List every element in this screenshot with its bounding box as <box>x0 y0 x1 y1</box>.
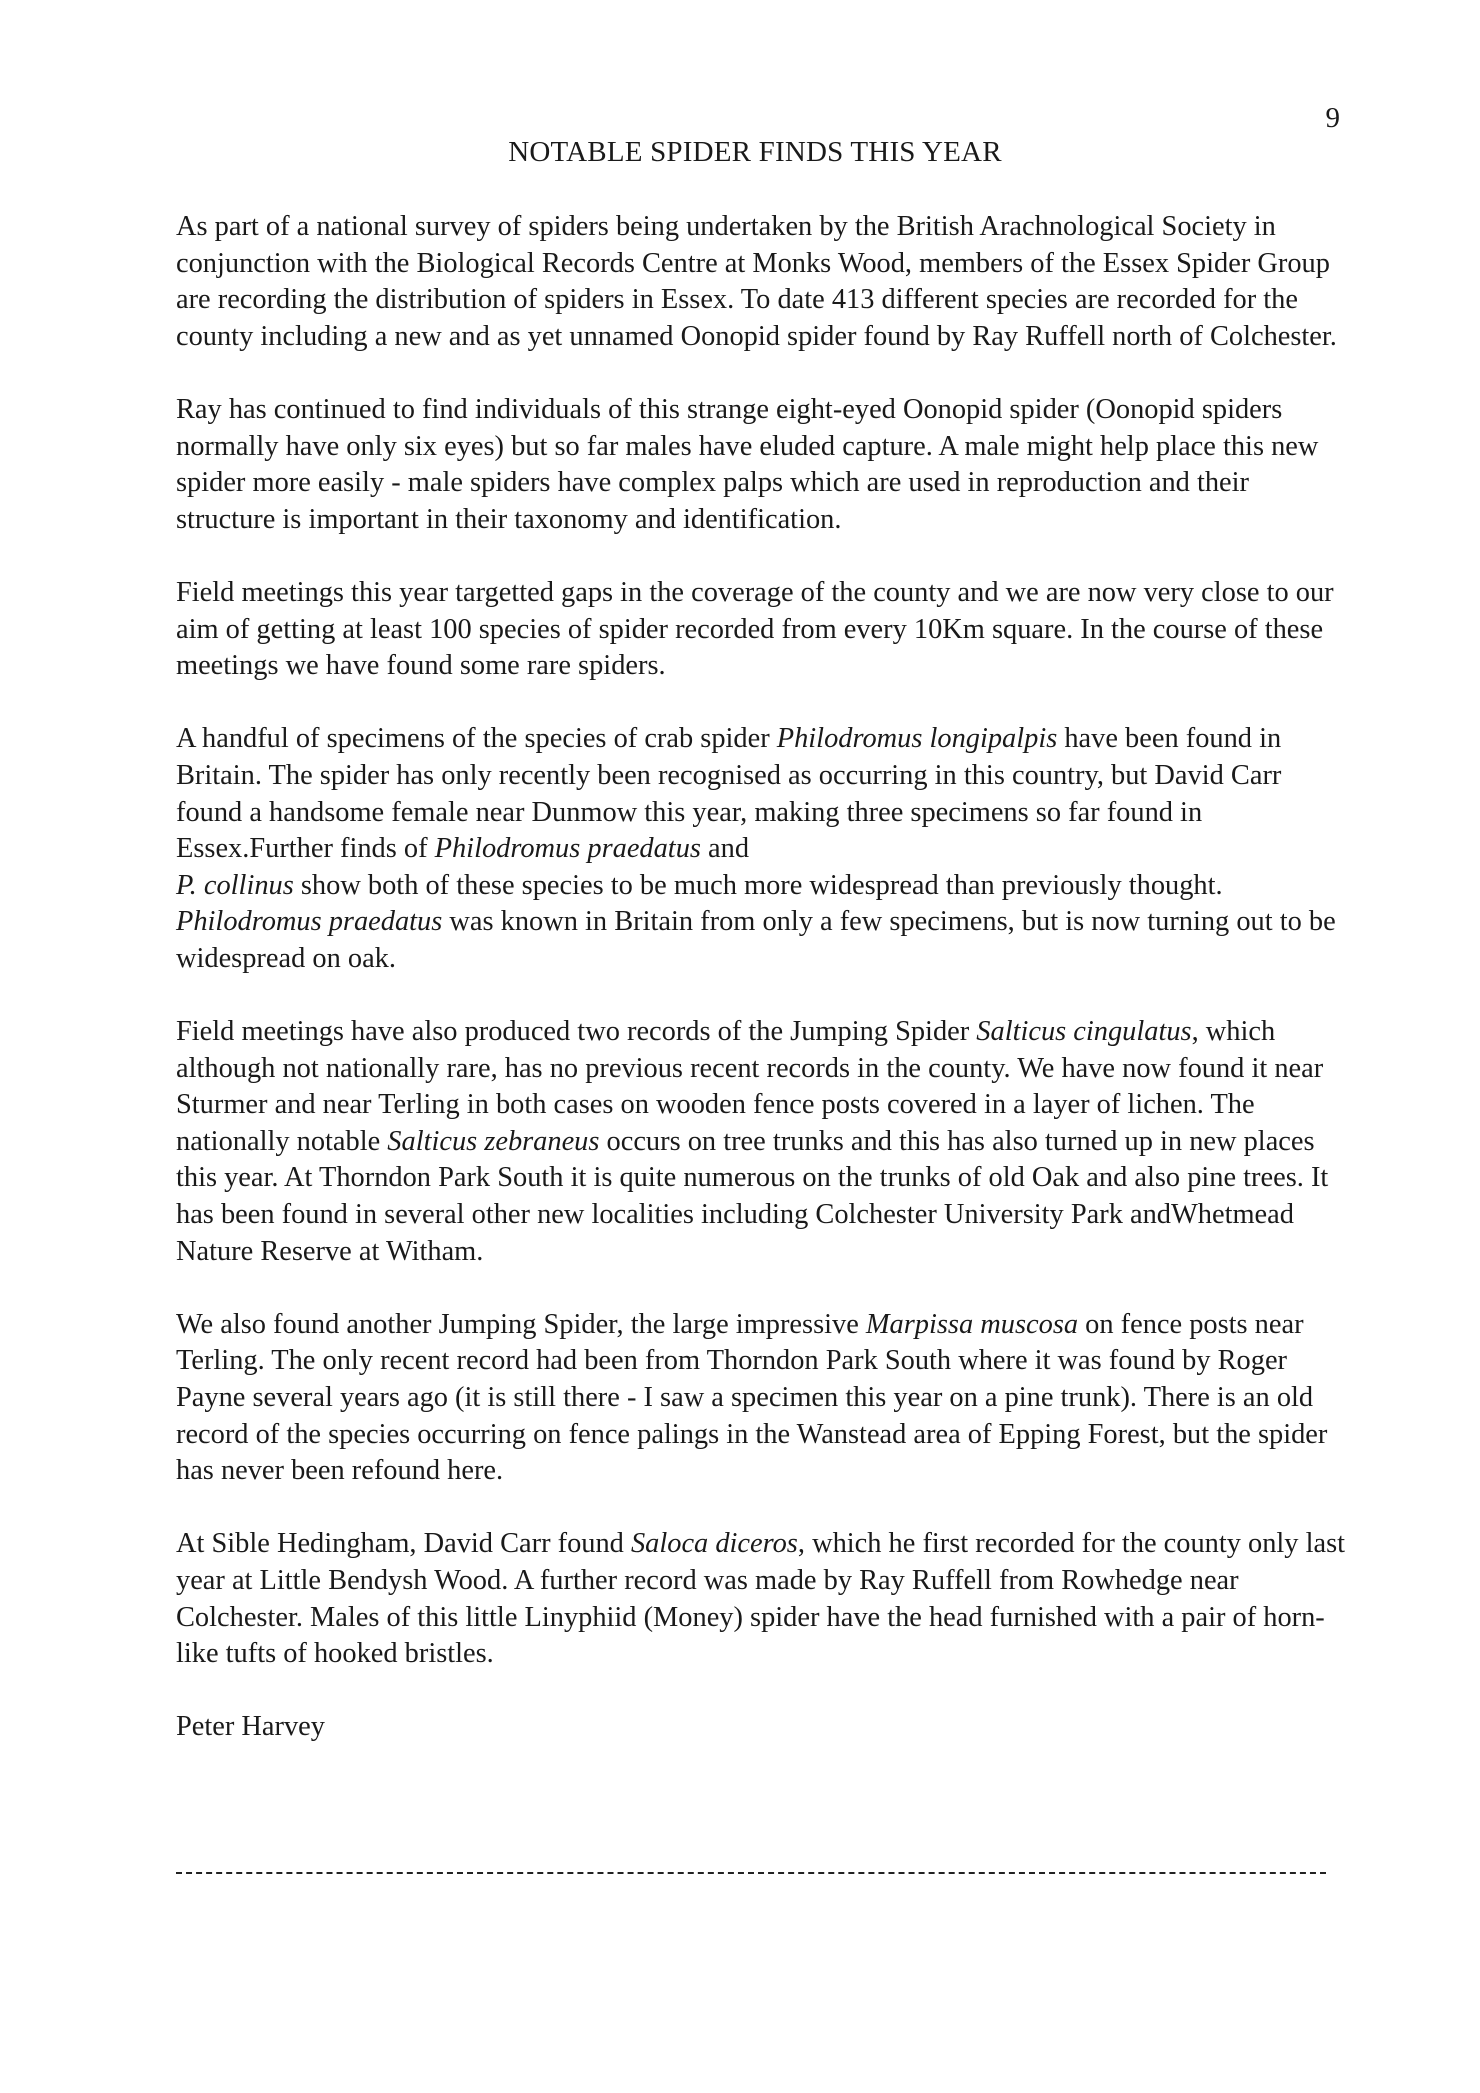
paragraph-text: have been found in Britain. The spider has only recently been recognised as occurring in this country, but David Carr found a handsome female near Dunmow this year, making three specimens so far found in Essex.Further finds of <box>176 723 1282 865</box>
paragraph-text: on fence posts near Terling. The only recent record had been from Thorndon Park South where it was found by Roger Payne several years ago (it is still there - I saw a specimen this year on a pine trunk). There is an old record of the species occurring on fence palings in the Wanstead area of Epping Forest, but the spider has never been refound here. <box>176 1308 1328 1487</box>
paragraph-text: was known in Britain from only a few specimens, but is now turning out to be widespread on oak. <box>176 906 1336 974</box>
paragraph-survey-intro <box>176 209 1346 355</box>
paragraph-saloca <box>176 1526 1346 1672</box>
author-name: Peter Harvey <box>176 1711 325 1743</box>
author-signature <box>176 1709 1346 1746</box>
page-title: NOTABLE SPIDER FINDS THIS YEAR <box>508 136 1002 168</box>
paragraph-text: At Sible Hedingham, David Carr found <box>176 1528 631 1560</box>
paragraph-text: , which although not nationally rare, has no previous recent records in the county. We have now found it near Sturmer and near Terling in both cases on wooden fence posts covered in a layer of lichen. The nationally notable <box>176 1016 1324 1157</box>
species-name: Salticus zebraneus <box>387 1125 600 1157</box>
paragraph-marpissa <box>176 1307 1346 1490</box>
dashed-separator <box>176 1872 1326 1874</box>
species-name: P. collinus <box>176 869 294 901</box>
paragraph-text: , which he first recorded for the county only last year at Little Bendysh Wood. A further record was made by Ray Ruffell from Rowhedge near Colchester. Males of this little Linyphiid (Money) spider have the head furnished with a pair of horn-like tufts of hooked bristles. <box>176 1528 1346 1670</box>
article-body <box>176 209 1346 1746</box>
species-name: Salticus cingulatus <box>976 1016 1192 1048</box>
paragraph-text: show both of these species to be much more widespread than previously thought. <box>293 869 1223 901</box>
paragraph-text: Field meetings have also produced two records of the Jumping Spider <box>176 1016 977 1048</box>
paragraph-text: Ray has continued to find individuals of this strange eight-eyed Oonopid spider (Oonopid spiders normally have only six eyes) but so far males have eluded capture. A male might help place this new spider more easily - male spiders have complex palps which are used in reproduction and their structure is important in their taxonomy and identification. <box>176 393 1319 535</box>
paragraph-text: Field meetings this year targetted gaps in the coverage of the county and we are now very close to our aim of getting at least 100 species of spider recorded from every 10Km square. In the course of these meetings we have found some rare spiders. <box>176 576 1334 682</box>
paragraph-text: and <box>700 833 750 865</box>
paragraph-text: As part of a national survey of spiders being undertaken by the British Arachnological Society in conjunction with the Biological Records Centre at Monks Wood, members of the Essex Spider Group are recording the distribution of spiders in Essex. To date 413 different species are recorded for the county including a new and as yet unnamed Oonopid spider found by Ray Ruffell north of Colchester. <box>176 211 1337 352</box>
paragraph-crab-spider <box>176 721 1346 977</box>
species-name: Saloca diceros <box>630 1528 798 1560</box>
species-name: Philodromus longipalpis <box>776 723 1058 755</box>
paragraph-jumping-spider <box>176 1014 1346 1270</box>
species-name: Marpissa muscosa <box>865 1308 1079 1340</box>
paragraph-text: We also found another Jumping Spider, the large impressive <box>176 1308 866 1340</box>
species-name: Philodromus praedatus <box>434 833 701 865</box>
paragraph-oonopid-spider <box>176 392 1346 538</box>
species-name: Philodromus praedatus <box>176 906 443 938</box>
page-number: 9 <box>1325 102 1340 134</box>
paragraph-text: A handful of specimens of the species of crab spider <box>176 723 777 755</box>
paragraph-field-meetings <box>176 575 1346 685</box>
paragraph-text: occurs on tree trunks and this has also turned up in new places this year. At Thorndon Park South it is quite numerous on the trunks of old Oak and also pine trees. It has been found in several other new localities including Colchester University Park andWhetmead Nature Reserve at Witham. <box>176 1125 1329 1267</box>
